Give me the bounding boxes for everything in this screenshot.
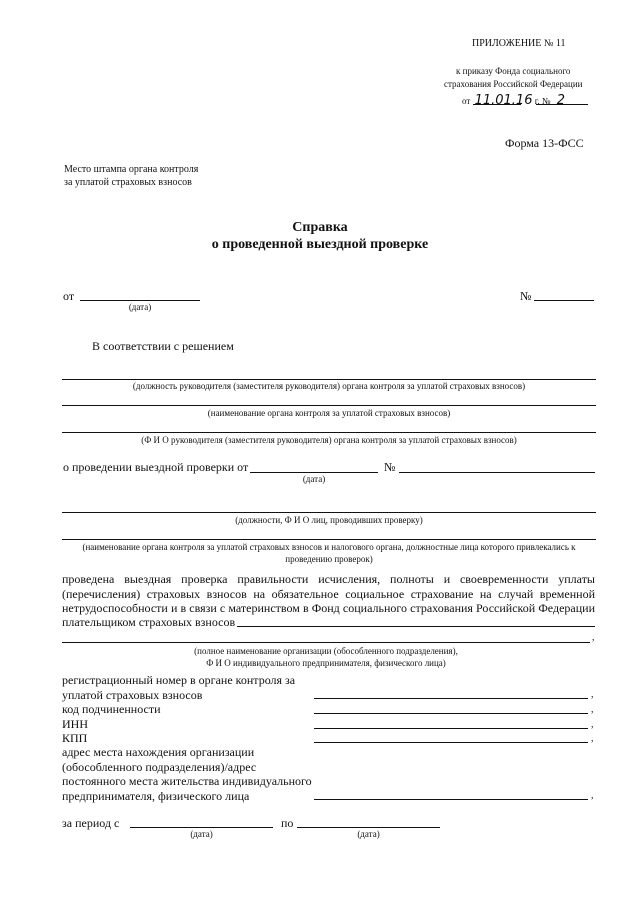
certificate-number-field[interactable] [534,300,594,301]
address-label-line4: предпринимателя, физического лица [62,789,250,803]
reg-number-label-line1: регистрационный номер в органе контроля за [62,673,296,687]
subordination-code-label: код подчиненности [62,702,161,716]
body-line-1: проведена выездная проверка правильности исчисления, полноты и своевременности уплаты [62,572,595,586]
subordination-code-comma: , [591,704,594,715]
document-title: Справка [292,220,348,235]
kpp-comma: , [591,733,594,744]
certificate-number-sign: № [520,289,532,303]
form-code: Форма 13-ФСС [505,136,584,150]
certificate-from-label: от [63,289,75,303]
authority-name-field[interactable] [62,405,596,406]
period-from-caption: (дата) [190,829,213,839]
body-line-3: нетрудоспособности и в связи с материнством в Фонд социального страхования Российской Федерации [62,601,595,615]
kpp-label: КПП [62,731,88,745]
head-fio-caption: (Ф И О руководителя (заместителя руководителя) органа контроля за уплатой страховых взносов) [141,435,517,445]
order-date-line [462,93,592,108]
tax-authority-field[interactable] [62,539,596,540]
period-from-field[interactable] [130,827,273,828]
order-date-handwritten: 11.01.16 [474,93,533,108]
inspectors-field[interactable] [62,512,596,513]
tax-authority-caption-line2: проведению проверок) [285,554,373,564]
inn-comma: , [591,719,594,730]
tax-authority-caption-line1: (наименование органа контроля за уплатой страховых взносов и налогового органа, должностные лица которого привлекались к [82,542,576,552]
order-from-label: от [462,96,471,106]
period-to-field[interactable] [297,827,440,828]
period-from-label: за период с [62,816,120,830]
stamp-place-line1: Место штампа органа контроля [64,164,199,175]
inspection-number-sign: № [384,460,396,474]
subordination-code-field[interactable] [314,713,588,714]
inn-field[interactable] [314,728,588,729]
reg-number-comma: , [591,689,594,700]
decision-intro: В соответствии с решением [92,339,234,353]
stamp-place-line2: за уплатой страховых взносов [64,177,192,188]
document-subtitle: о проведенной выездной проверке [211,237,429,252]
order-number-label: г. № [534,96,551,106]
address-label-line1: адрес места нахождения организации [62,745,255,759]
head-fio-field[interactable] [62,432,596,433]
payer-field-line2[interactable] [62,642,590,643]
address-label-line2: (обособленного подразделения)/адрес [62,760,257,774]
address-field[interactable] [314,799,588,800]
reg-number-label-line2: уплатой страховых взносов [62,688,203,702]
reg-number-field[interactable] [314,698,588,699]
certificate-date-caption: (дата) [128,302,152,312]
inspection-decision-label: о проведении выездной проверки от [63,460,249,474]
inspectors-caption: (должности, Ф И О лиц, проводивших проверку) [235,515,423,525]
order-date-underline [473,104,521,105]
inspection-number-field[interactable] [399,472,595,473]
address-comma: , [591,790,594,801]
inn-label: ИНН [62,717,88,731]
certificate-date-field[interactable] [80,300,200,301]
order-reference-line1: к приказу Фонда социального [456,66,571,76]
body-line-4: плательщиком страховых взносов [62,615,236,629]
org-name-caption-line1: (полное наименование организации (обособленного подразделения), [194,646,458,656]
head-position-field[interactable] [62,379,596,380]
body-line-2: (перечисления) страховых взносов на обязательное социальное страхование на случай временной [62,587,595,601]
authority-name-caption: (наименование органа контроля за уплатой страховых взносов) [207,408,451,418]
payer-field-comma: , [592,632,595,643]
inspection-date-caption: (дата) [302,474,326,484]
inspection-date-field[interactable] [250,472,378,473]
appendix-number: ПРИЛОЖЕНИЕ № 11 [472,38,566,49]
period-to-caption: (дата) [357,829,380,839]
head-position-caption: (должность руководителя (заместителя руководителя) органа контроля за уплатой страховых взносов) [132,381,526,391]
order-reference-line2: страхования Российской Федерации [444,79,583,89]
address-label-line3: постоянного места жительства индивидуального [62,774,312,788]
order-number-underline [536,104,588,105]
period-to-label: по [281,816,294,830]
order-number-handwritten: 2 [556,93,566,108]
kpp-field[interactable] [314,742,588,743]
org-name-caption-line2: Ф И О индивидуального предпринимателя, физического лица) [206,658,446,668]
payer-field-line1[interactable] [237,626,595,627]
